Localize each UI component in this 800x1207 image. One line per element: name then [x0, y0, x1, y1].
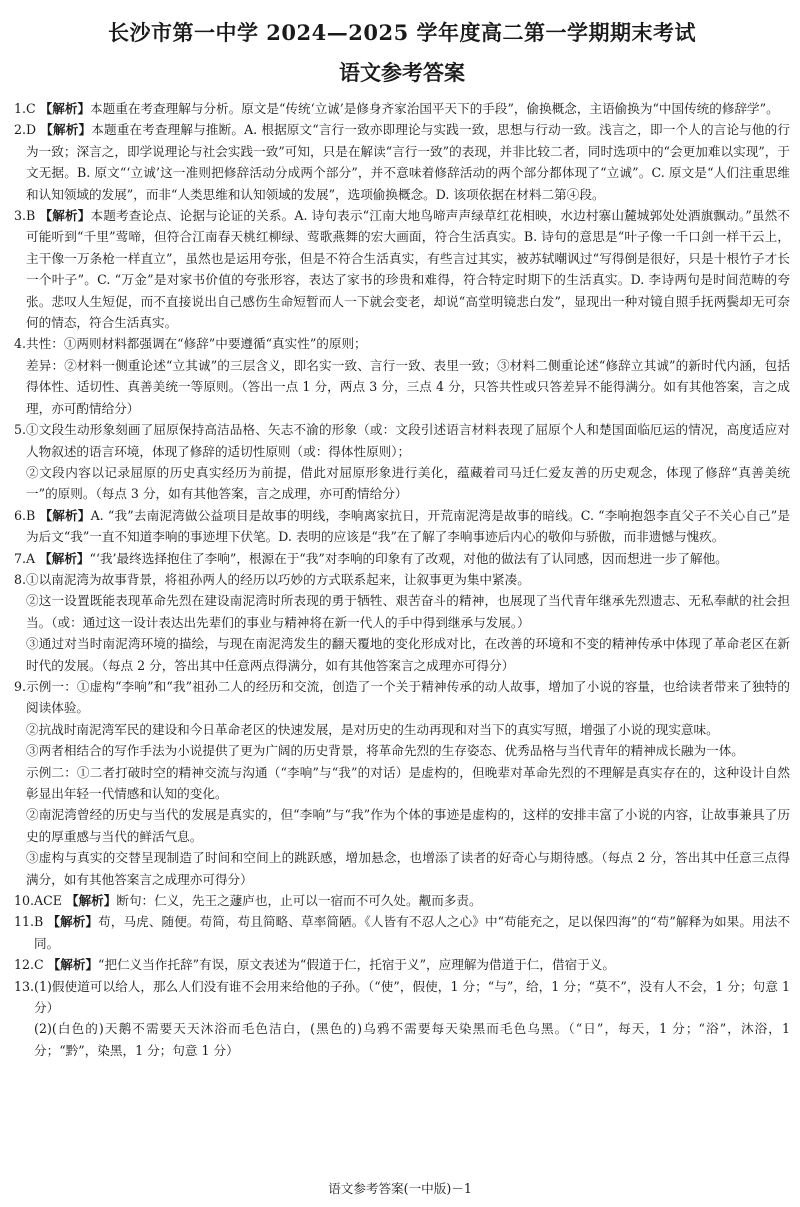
question-number: 1.: [14, 101, 27, 116]
answer-line: 示例二：①二者打破时空的精神交流与沟通（“李响”与“我”的对话）是虚构的，但晚辈对革命先烈的不理解是真实存在的，这种设计自然彰显出年轻一代情感和认知的变化。: [26, 764, 790, 801]
answer-item-12: [14, 954, 790, 975]
question-number: 5.: [14, 422, 27, 438]
answer-line: ②文段内容以记录屈原的历史真实经历为前提，借此对屈原形象进行美化，蕴藏着司马迁仁爱友善的历史观念，体现了修辞“真善美统一”的原则。（每点 3 分，如有其他答案，言之成理，亦可酌情给分）: [26, 464, 790, 502]
answer-line: (2)(白色的)天鹅不需要天天沐浴而毛色洁白，(黑色的)乌鸦不需要每天染黑而毛色乌黑。（“日”，每天，1 分；“浴”，沐浴，1 分；“黔”，染黑，1 分；句意 1 分）: [34, 1021, 790, 1058]
question-number: 6.: [14, 507, 27, 523]
answer-choice: C: [34, 957, 48, 973]
analysis-tag: 【解析】: [39, 101, 91, 116]
answer-text: “把仁义当作托辞”有误，原文表述为“假道于仁，托宿于义”，应理解为借道于仁，借宿于义。: [98, 957, 615, 973]
answer-line: ②这一设置既能表现革命先烈在建设南泥湾时所表现的勇于牺牲、艰苦奋斗的精神，也展现了当代青年继承先烈遗志、无私奉献的社会担当。（或：通过这一设计表达出先辈们的事业与精神将在新一代人的手中得到继承与发展。）: [26, 593, 790, 630]
page-title: 长沙市第一中学 2024—2025 学年度高二第一学期期末考试: [107, 20, 696, 45]
answer-item-3: [14, 205, 790, 333]
answer-text: 本题重在考查理解与推断。A. 根据原文“言行一致亦即理论与实践一致，思想与行动一致。浅言之，即一个人的言论与他的行为一致；深言之，即学说理论与社会实践一致”可知，只是在解读“言行一致”的表现，并非比较二者，同时选项中的“会更加难以实现”，于文无据。B. 原文“‘立诚’这一准则把修辞活动分成两个部分”，并不意味着修辞活动的两个部分都体现了“立诚”。C. 原文是“人们注重思维和认知领域的发展”，而非“人类思维和认知领域的发展”，选项偷换概念。D. 该项依据在材料二第④段。: [26, 122, 790, 202]
answer-line: 共性：①两则材料都强调在“修辞”中要遵循“真实性”的原则；: [26, 336, 367, 352]
answer-text: “‘我’最终选择抱住了李响”，根源在于“我”对李响的印象有了改观，对他的做法有了认同感，因而想进一步了解他。: [89, 550, 728, 566]
answer-item-5: [14, 419, 790, 505]
answer-choice: D: [26, 122, 41, 138]
answer-item-10: [14, 890, 790, 911]
question-number: 4.: [14, 336, 27, 352]
answer-line: ①以南泥湾为故事背景，将祖孙两人的经历以巧妙的方式联系起来，让叙事更为集中紧凑。: [26, 571, 530, 587]
answer-text: 苟，马虎、随便。苟简，苟且简略、草率简陋。《人皆有不忍人之心》中“苟能充之，足以保四海”的“苟”解释为如果。用法不同。: [34, 914, 790, 951]
answer-line: ③虚构与真实的交替呈现制造了时间和空间上的跳跃感，增加悬念，也增添了读者的好奇心与期待感。（每点 2 分，答出其中任意三点得满分，如有其他答案言之成理亦可得分）: [26, 850, 790, 887]
answer-item-11: [14, 911, 790, 954]
answer-text: A. “我”去南泥湾做公益项目是故事的明线，李响离家抗日，开荒南泥湾是故事的暗线。C. “李响抱怨李直父子不关心自己”是为后文“我”一直不知道李响的事迹埋下伏笔。D. 表明的应该是“我”在了解了李响事迹后内心的敬仰与骄傲，而非遗憾与愧疚。: [26, 507, 790, 545]
analysis-tag: 【解析】: [39, 550, 90, 566]
analysis-tag: 【解析】: [47, 957, 99, 973]
answer-item-8: [14, 569, 790, 676]
answer-text: 本题重在考查理解与分析。原文是“传统‘立诚’是修身齐家治国平天下的手段”，偷换概念，主语偷换为“中国传统的修辞学”。: [90, 101, 779, 116]
answer-choice: B: [26, 507, 40, 523]
answer-line: ③两者相结合的写作手法为小说提供了更为广阔的历史背景，将革命先烈的生存姿态、优秀品格与当代青年的精神成长融为一体。: [26, 743, 744, 759]
answer-line: ①文段生动形象刻画了屈原保持高洁品格、矢志不渝的形象（或：文段引述语言材料表现了屈原个人和楚国面临厄运的情况，高度适应对人物叙述的语言环境，体现了修辞的适切性原则（或：得体性原则）；: [26, 422, 790, 459]
answer-line: 差异：②材料一侧重论述“立其诚”的三层含义，即名实一致、言行一致、表里一致；③材料二侧重论述“修辞立其诚”的新时代内涵，包括得体性、适切性、真善美统一等原则。（答出一点 1 分，两点 3 分，三点 4 分，只答共性或只答差异不能得满分。如有其他答案，言之成理，亦可酌情给分）: [26, 357, 790, 416]
answer-line: ③通过对当时南泥湾环境的描绘，与现在南泥湾发生的翻天覆地的变化形成对比，在改善的环境和不变的精神传承中体现了革命老区在新时代的发展。（每点 2 分，答出其中任意两点得满分，如有其他答案言之成理亦可得分）: [26, 636, 790, 673]
answer-choice: A: [26, 550, 40, 566]
answers-content: [14, 98, 790, 1061]
question-number: 8.: [14, 571, 27, 587]
answer-choice: B: [34, 914, 48, 930]
answer-item-1: [14, 98, 790, 119]
question-number: 10.: [14, 893, 35, 909]
question-number: 13.: [14, 978, 35, 994]
question-number: 3.: [14, 208, 27, 224]
question-number: 2.: [14, 122, 27, 138]
analysis-tag: 【解析】: [39, 208, 91, 224]
answer-text: 断句：仁义，先王之蘧庐也，止可以一宿而不可久处。觏而多责。: [116, 893, 482, 909]
analysis-tag: 【解析】: [39, 507, 91, 523]
answer-line: ②南泥湾曾经的历史与当代的发展是真实的，但“李响”与“我”作为个体的事迹是虚构的，这样的安排丰富了小说的内容，让故事兼具了历史的厚重感与当代的鲜活气息。: [26, 807, 790, 844]
answer-line: ②抗战时南泥湾军民的建设和今日革命老区的快速发展，是对历史的生动再现和对当下的真实写照，增强了小说的现实意味。: [26, 721, 719, 737]
question-number: 7.: [14, 550, 27, 566]
answer-item-6: [14, 505, 790, 548]
answer-choice: C: [26, 101, 40, 116]
answer-item-9: [14, 676, 790, 890]
question-number: 12.: [14, 957, 35, 973]
question-number: 11.: [14, 914, 35, 930]
answer-text: 本题考查论点、论据与论证的关系。A. 诗句表示“江南大地鸟啼声声绿草红花相映，水边村寨山麓城郭处处酒旗飘动。”虽然不可能听到“千里”莺啼，但符合江南春天桃红柳绿、莺歌燕舞的宏大画面，符合生活真实。B. 诗句的意思是“叶子像一千口剑一样干云上，主干像一万条枪一样直立”，虽然也是运用夸张，但是不符合生活真实，有些言过其实，被苏轼嘲讽过“写得倒是很好，只是十根竹子才长一个叶子”。C. “万金”是对家书价值的夸张形容，表达了家书的珍贵和难得，符合特定时期下的生活真实。D. 李诗两句是时间范畴的夸张。悲叹人生短促，而不直接说出自己感伤生命短暂而人一下就会变老，却说“高堂明镜悲白发”，显现出一种对镜自照手抚两鬓却无可奈何的情态，符合生活真实。: [26, 208, 791, 331]
answer-line: (1)假使道可以给人，那么人们没有谁不会用来给他的子孙。（“使”，假使，1 分；“与”，给，1 分；“莫不”，没有人不会，1 分；句意 1 分）: [34, 978, 790, 1016]
answer-choice: ACE: [34, 893, 66, 909]
answer-item-2: [14, 119, 790, 205]
answer-choice: B: [26, 208, 40, 224]
page-subtitle: 语文参考答案: [339, 60, 465, 85]
answer-item-4: [14, 333, 790, 419]
page-footer: 语文参考答案(一中版)－1: [328, 1181, 472, 1196]
analysis-tag: 【解析】: [40, 122, 92, 138]
analysis-tag: 【解析】: [47, 914, 99, 930]
answer-item-13: [14, 976, 790, 1062]
analysis-tag: 【解析】: [65, 893, 117, 909]
question-number: 9.: [14, 678, 27, 694]
answer-line: 示例一：①虚构“李响”和“我”祖孙二人的经历和交流，创造了一个关于精神传承的动人故事，增加了小说的容量，也给读者带来了独特的阅读体验。: [26, 678, 790, 716]
answer-item-7: [14, 548, 790, 569]
